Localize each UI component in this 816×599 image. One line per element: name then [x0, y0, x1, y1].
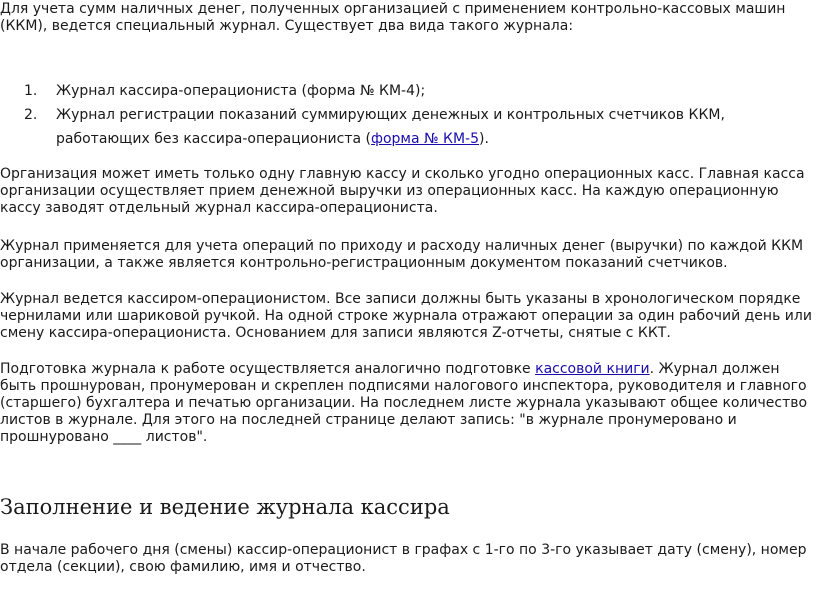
main-cashbox-paragraph: Организация может иметь только одну главную кассу и сколько угодно операционных касс. Главная касса организации осуществляет прием денежной выручки из операционных касс. На каждую операционную кассу заводят отдельный журнал кассира-операциониста. — [0, 166, 805, 216]
shift-start-paragraph: В начале рабочего дня (смены) кассир-операционист в графах с 1-го по 3-го указывает дату (смену), номер отдела (секции), свою фамилию, имя и отчество. — [0, 542, 807, 575]
journal-purpose-paragraph: Журнал применяется для учета операций по приходу и расходу наличных денег (выручки) по каждой ККМ организации, а также является контрольно-регистрационным документом показаний счетчиков. — [0, 238, 804, 271]
list-item-text: Журнал кассира-операциониста (форма № КМ-4); — [56, 83, 426, 99]
list-item-number: 2. — [24, 107, 38, 123]
preparation-text-start: Подготовка журнала к работе осуществляется аналогично подготовке — [0, 361, 536, 377]
preparation-text-end: . Журнал должен быть прошнурован, пронумерован и скреплен подписями налогового инспектора, руководителя и главного (старшего) бухгалтера и печатью организации. На последнем листе журнала указывают общее количество листов в журнале. Для этого на последней странице делают запись: "в журнале пронумеровано и прошнуровано ____ листов". — [0, 361, 808, 445]
form-km5-link[interactable]: форма № КМ-5 — [370, 131, 479, 147]
list-item — [0, 79, 812, 103]
journal-records-paragraph: Журнал ведется кассиром-операционистом. Все записи должны быть указаны в хронологическом порядке чернилами или шариковой ручкой. На одной строке журнала отражают операции за один рабочий день или смену кассира-операциониста. Основанием для записи являются Z-отчеты, снятые с ККТ. — [0, 291, 812, 341]
section-heading: Заполнение и ведение журнала кассира — [0, 495, 450, 519]
intro-paragraph: Для учета сумм наличных денег, полученных организацией с применением контрольно-кассовых машин (ККМ), ведется специальный журнал. Существует два вида такого журнала: — [0, 1, 786, 34]
list-item-number: 1. — [24, 83, 38, 99]
list-item-text: Журнал регистрации показаний суммирующих денежных и контрольных счетчиков ККМ, работающих без кассира-операциониста ( — [56, 107, 725, 147]
cash-book-link[interactable]: кассовой книги — [535, 361, 650, 377]
journal-types-list — [0, 79, 812, 151]
list-item — [0, 103, 812, 151]
list-item-text-end: ). — [479, 131, 489, 147]
journal-preparation-paragraph — [0, 361, 812, 446]
